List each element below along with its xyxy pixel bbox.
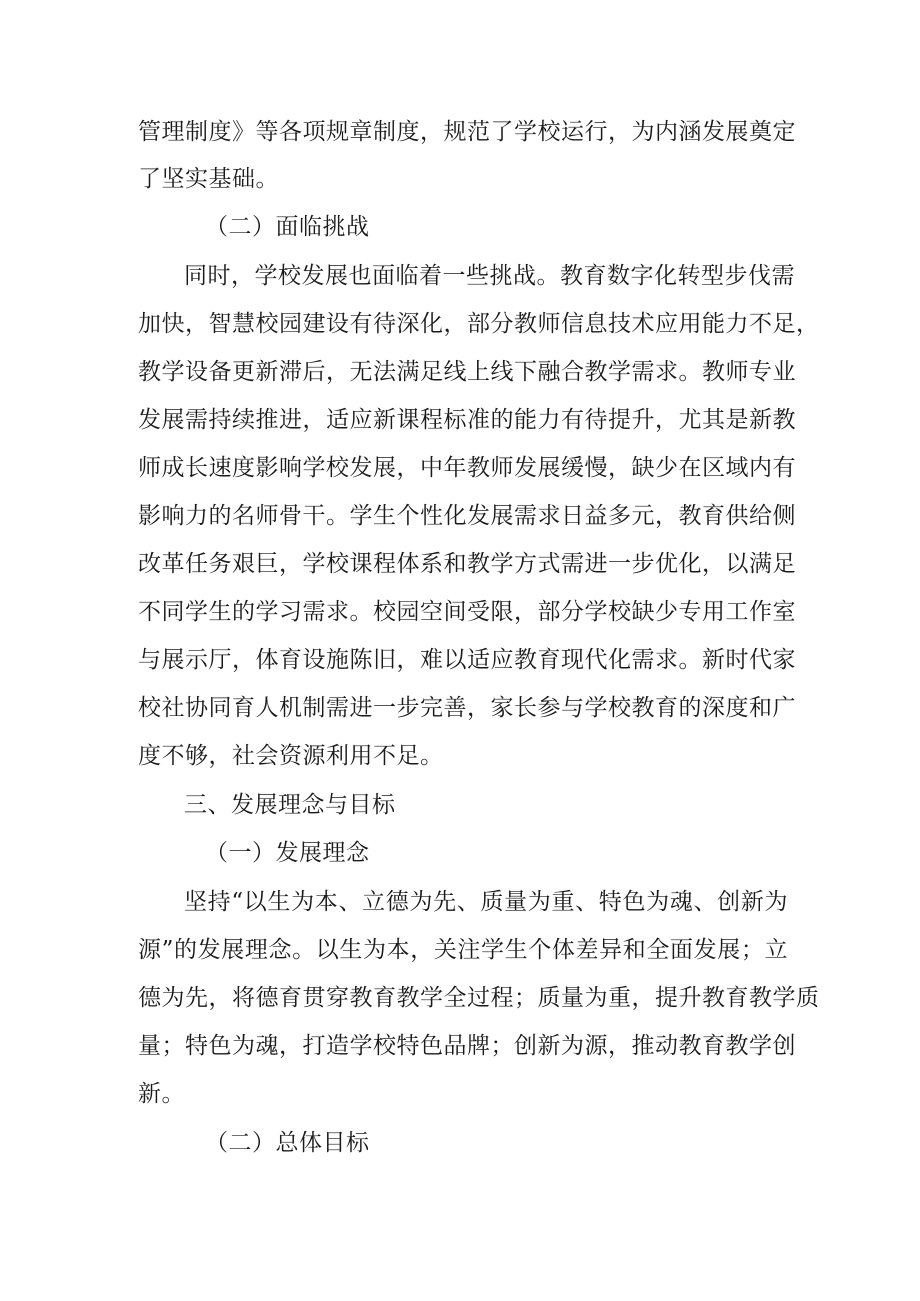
paragraph-2-line-2: 加快，智慧校园建设有待深化，部分教师信息技术应用能力不足，: [138, 311, 820, 337]
paragraph-3-line-3: 德为先，将德育贯穿教育教学全过程；质量为重，提升教育教学质: [138, 985, 820, 1011]
heading-goals: （二）总体目标: [205, 1130, 370, 1156]
paragraph-2-line-6: 影响力的名师骨干。学生个性化发展需求日益多元，教育供给侧: [138, 503, 796, 529]
heading-concept: （一）发展理念: [205, 840, 370, 866]
heading-challenges: （二）面临挑战: [205, 214, 370, 240]
paragraph-2-line-4: 发展需持续推进，适应新课程标准的能力有待提升，尤其是新教: [138, 407, 796, 433]
paragraph-3-line-4: 量；特色为魂，打造学校特色品牌；创新为源，推动教育教学创: [138, 1033, 796, 1059]
paragraph-2-line-1: 同时，学校发展也面临着一些挑战。教育数字化转型步伐需: [184, 263, 795, 289]
paragraph-2-line-3: 教学设备更新滞后，无法满足线上线下融合教学需求。教师专业: [138, 359, 796, 385]
paragraph-2-line-7: 改革任务艰巨，学校课程体系和教学方式需进一步优化，以满足: [138, 551, 796, 577]
paragraph-2-line-11: 度不够，社会资源利用不足。: [138, 743, 444, 769]
paragraph-2-line-10: 校社协同育人机制需进一步完善，家长参与学校教育的深度和广: [138, 695, 796, 721]
paragraph-3-line-1: 坚持“以生为本、立德为先、质量为重、特色为魂、创新为: [184, 889, 788, 915]
paragraph-3-line-5: 新。: [138, 1081, 185, 1107]
paragraph-2-line-5: 师成长速度影响学校发展，中年教师发展缓慢，缺少在区域内有: [138, 455, 796, 481]
paragraph-2-line-8: 不同学生的学习需求。校园空间受限，部分学校缺少专用工作室: [138, 599, 796, 625]
paragraph-2-line-9: 与展示厅，体育设施陈旧，难以适应教育现代化需求。新时代家: [138, 647, 796, 673]
heading-section-3: 三、发展理念与目标: [184, 792, 396, 818]
paragraph-1-line-2: 了坚实基础。: [138, 166, 279, 192]
paragraph-1-line-1: 管理制度》等各项规章制度，规范了学校运行，为内涵发展奠定: [138, 119, 796, 145]
paragraph-3-line-2: 源”的发展理念。以生为本，关注学生个体差异和全面发展；立: [138, 937, 788, 963]
